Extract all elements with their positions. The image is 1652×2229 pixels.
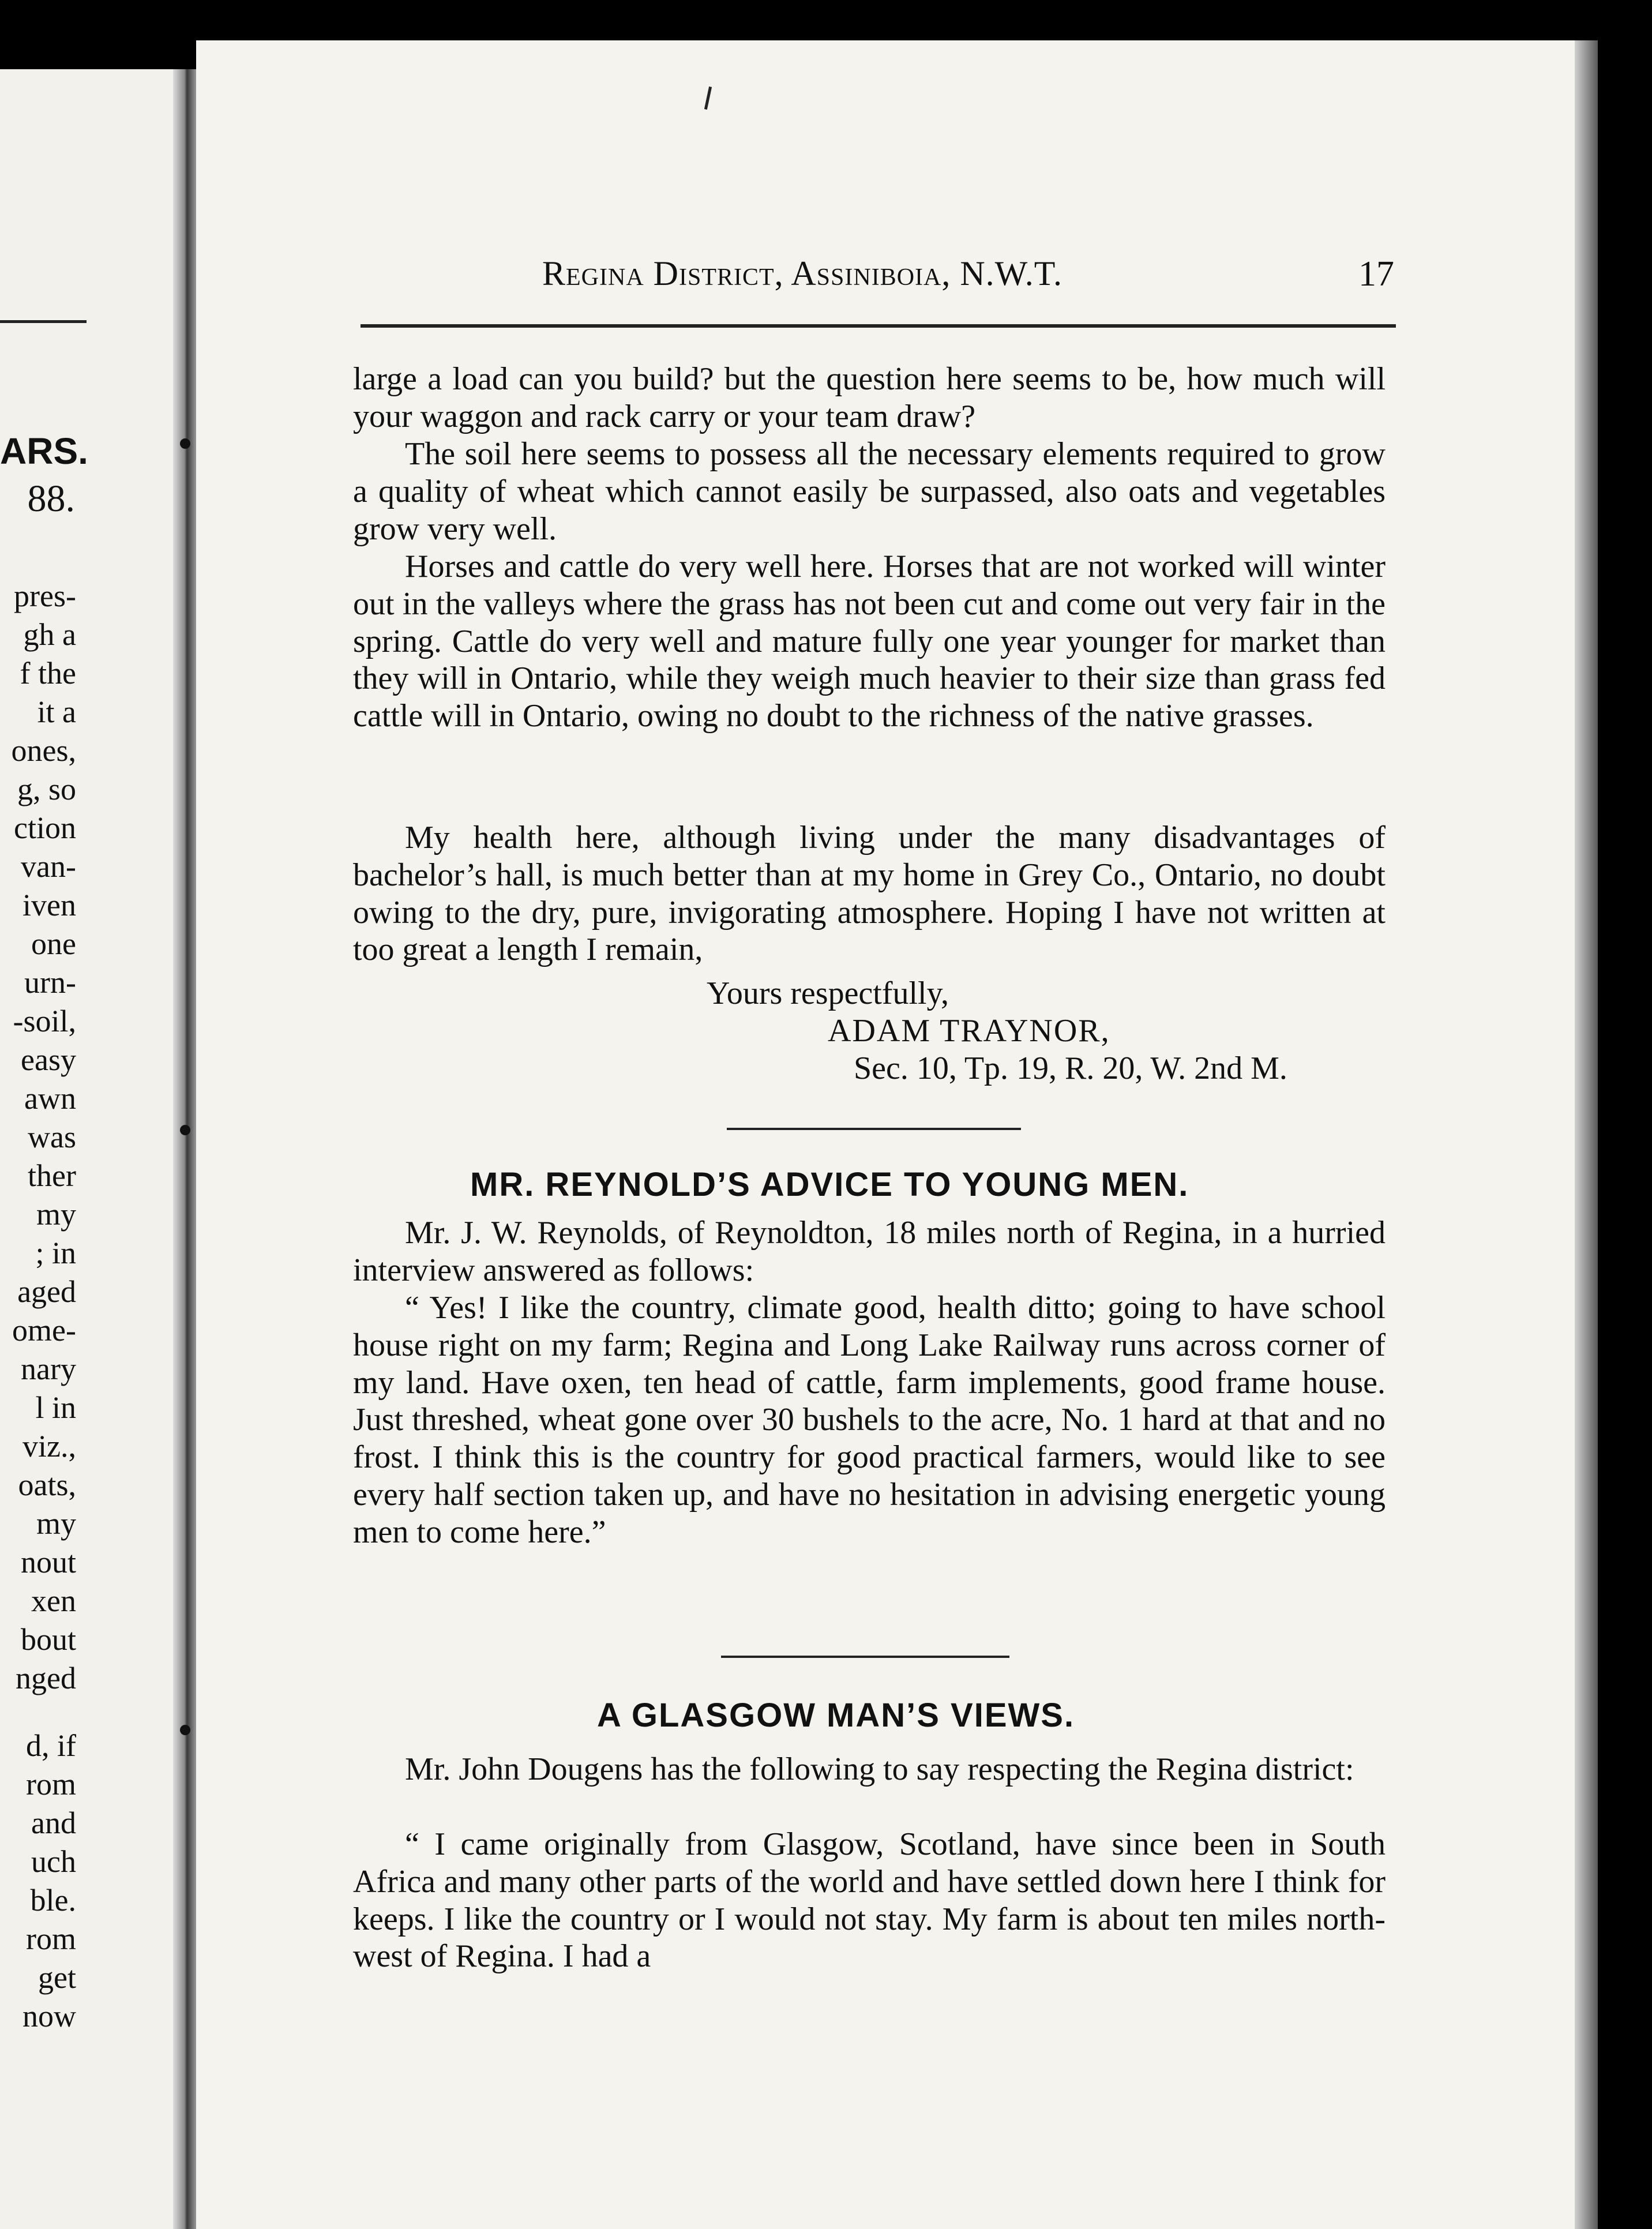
- left-page-line-fragment: viz.,: [22, 1429, 76, 1464]
- reynolds-intro: Mr. J. W. Reynolds, of Reynoldton, 18 miles north of Regina, in a hurried interview answered as follows:: [353, 1215, 1386, 1288]
- left-page-line-fragment: f the: [20, 656, 76, 691]
- running-header: Regina District, Assiniboia, N.W.T.: [542, 254, 1063, 292]
- left-page-line-fragment: gh a: [23, 617, 76, 652]
- left-page-line-fragment: ble.: [30, 1883, 76, 1917]
- left-page-line-fragment: rom: [26, 1922, 76, 1956]
- traynor-paragraph-4: My health here, although living under the many disadvantages of bachelor’s hall, is much better than at my home in Grey Co., Ontario, no doubt owing to the dry, pure, invigorating atmosphere. Hoping I have not written at too great a length I remain,: [353, 820, 1386, 968]
- left-page-line-fragment: bout: [20, 1622, 76, 1657]
- left-page-line-fragment: -soil,: [13, 1004, 76, 1038]
- left-page-line-fragment: urn-: [24, 965, 76, 1000]
- left-page-subheading-fragment: 88.: [27, 478, 75, 520]
- left-page-line-fragment: uch: [31, 1844, 76, 1879]
- left-page-line-fragment: ther: [28, 1158, 76, 1193]
- left-page-line-fragment: awn: [24, 1081, 76, 1116]
- header-rule: [361, 324, 1396, 328]
- left-page-line-fragment: g, so: [17, 772, 76, 806]
- left-page-line-fragment: now: [22, 1999, 76, 2033]
- page-number: 17: [1358, 254, 1394, 294]
- left-page-line-fragment: ome-: [12, 1313, 76, 1348]
- binding-stitch: [180, 438, 190, 449]
- left-page: [0, 69, 190, 2229]
- left-page-line-fragment: it a: [37, 695, 76, 729]
- left-page-line-fragment: get: [38, 1960, 76, 1995]
- section-divider: [721, 1656, 1009, 1658]
- left-page-line-fragment: xen: [31, 1583, 76, 1618]
- left-page-line-fragment: iven: [22, 888, 76, 922]
- left-page-line-fragment: nged: [16, 1661, 76, 1695]
- left-page-line-fragment: ; in: [35, 1236, 76, 1270]
- left-page-line-fragment: nary: [21, 1352, 76, 1386]
- left-page-line-fragment: van-: [21, 849, 76, 884]
- binding-gutter: [173, 69, 198, 2229]
- glasgow-quote: “ I came originally from Glasgow, Scotland, have since been in South Africa and many other parts of the world and have settled down here I think for keeps. I like the country or I would not stay. My farm is about ten miles north-west of Regina. I had a: [353, 1826, 1386, 1975]
- binding-stitch: [180, 1725, 190, 1735]
- binding-stitch: [180, 1125, 190, 1135]
- left-page-line-fragment: d, if: [26, 1728, 76, 1763]
- left-page-rule: [0, 320, 87, 323]
- left-page-line-fragment: l in: [35, 1390, 76, 1425]
- letter-location: Sec. 10, Tp. 19, R. 20, W. 2nd M.: [854, 1050, 1287, 1086]
- left-page-line-fragment: ones,: [11, 733, 76, 768]
- page-edge-shadow: [1575, 40, 1598, 2229]
- letter-closing: Yours respectfully,: [707, 975, 949, 1011]
- left-page-line-fragment: nout: [20, 1545, 76, 1579]
- left-page-line-fragment: one: [31, 926, 76, 961]
- left-page-line-fragment: ction: [14, 810, 76, 845]
- reynolds-section-title: MR. REYNOLD’S ADVICE TO YOUNG MEN.: [470, 1166, 1189, 1203]
- traynor-paragraph-3: Horses and cattle do very well here. Horses that are not worked will winter out in the valleys where the grass has not been cut and come out very fair in the spring. Cattle do very well and mature fully one year younger for market than they will in Ontario, while they weigh much heavier to their size than grass fed cattle will in Ontario, owing no doubt to the richness of the native grasses.: [353, 549, 1386, 734]
- paragraph-gap: [0, 1698, 76, 1727]
- glasgow-section-title: A GLASGOW MAN’S VIEWS.: [597, 1697, 1075, 1734]
- glasgow-intro: Mr. John Dougens has the following to say respecting the Regina district:: [405, 1751, 1354, 1787]
- left-page-heading-fragment: ARS.: [0, 430, 88, 472]
- left-page-line-fragment: my: [36, 1506, 76, 1541]
- left-page-line-fragment: aged: [17, 1274, 76, 1309]
- left-page-line-fragment: was: [28, 1120, 76, 1154]
- section-divider: [727, 1128, 1021, 1130]
- letter-signature: ADAM TRAYNOR,: [828, 1013, 1110, 1049]
- left-page-line-fragment: rom: [26, 1767, 76, 1802]
- left-page-line-fragment: my: [36, 1197, 76, 1232]
- left-page-line-fragment: pres-: [14, 579, 76, 613]
- traynor-paragraph-1: large a load can you build? but the question here seems to be, how much will your waggon and rack carry or your team draw?: [353, 361, 1386, 434]
- left-page-line-fragment: easy: [21, 1042, 76, 1077]
- left-page-line-fragment: and: [31, 1806, 76, 1840]
- left-page-text-fragments: [0, 577, 76, 2036]
- reynolds-quote: “ Yes! I like the country, climate good, health ditto; going to have school house right on my farm; Regina and Long Lake Railway runs across corner of my land. Have oxen, ten head of cattle, farm implements, good frame house. Just threshed, wheat gone over 30 bushels to the acre, No. 1 hard at that and no frost. I think this is the country for good practical farmers, would like to see every half section taken up, and have no hesitation in advising energetic young men to come here.”: [353, 1290, 1386, 1550]
- traynor-paragraph-2: The soil here seems to possess all the necessary elements required to grow a quality of wheat which cannot easily be surpassed, also oats and vegetables grow very well.: [353, 436, 1386, 547]
- left-page-line-fragment: oats,: [18, 1468, 76, 1502]
